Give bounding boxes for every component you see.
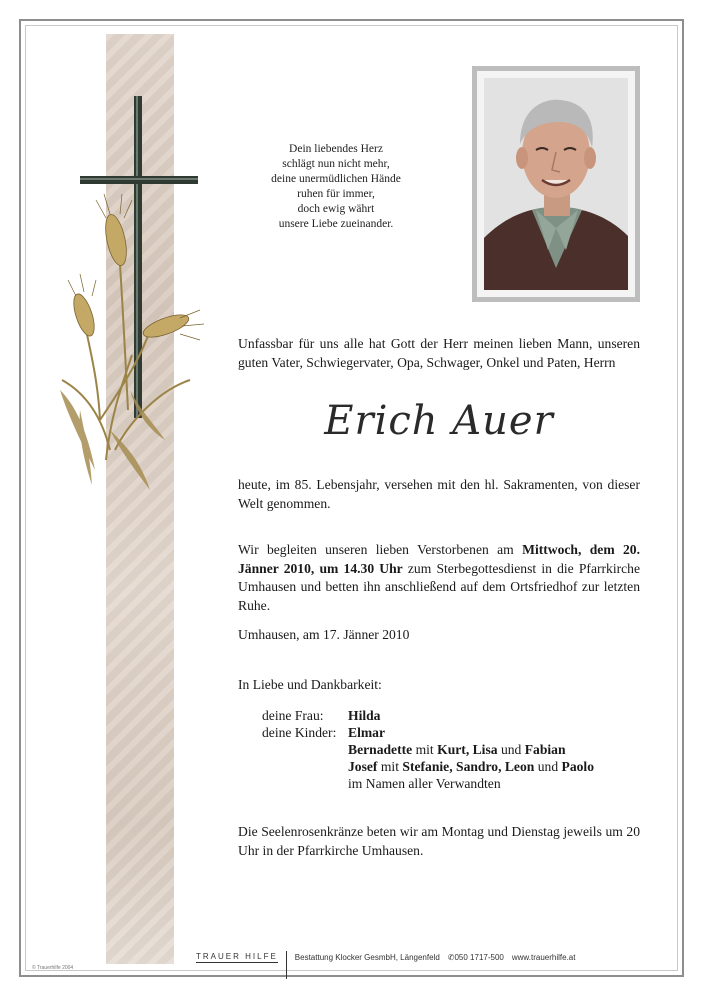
- connector: mit: [412, 742, 438, 757]
- funeral-text-start: Wir begleiten unseren lieben Verstorbenen am: [238, 542, 523, 557]
- funeral-text-end: zum Sterbegottesdienst in die Pfarrkirche Umhausen und betten ihn anschließend auf dem Ortsfriedhof zur letzten Ruhe.: [238, 560, 640, 613]
- poem-line: Dein liebendes Herz: [289, 143, 383, 155]
- child-name: Josef: [348, 759, 378, 774]
- poem-line: doch ewig währt: [297, 203, 375, 215]
- child-family-last: Paolo: [561, 759, 594, 774]
- wheat-ears: [70, 213, 192, 342]
- intro-paragraph: Unfassbar für uns alle hat Gott der Herr meinen lieben Mann, unseren guten Vater, Schwiegervater, Opa, Schwager, Onkel und Paten, Herrn: [238, 336, 640, 370]
- copyright-note: © Trauerhilfe 2004: [32, 965, 74, 971]
- family-row-child2: [262, 741, 594, 758]
- connector: und: [497, 742, 525, 757]
- footer-phone: ✆050 1717-500: [447, 952, 504, 962]
- wife-label: deine Frau:: [262, 708, 324, 723]
- poem-line: schlägt nun nicht mehr,: [282, 158, 390, 170]
- child-family: Kurt, Lisa: [437, 742, 498, 757]
- connector: mit: [377, 759, 403, 774]
- portrait-frame: [472, 66, 640, 302]
- child-name: Elmar: [348, 725, 385, 740]
- cross-and-wheat-icon: [40, 90, 220, 510]
- child-family-last: Fabian: [524, 742, 566, 757]
- funeral-paragraph: [238, 541, 640, 615]
- gratitude-line: In Liebe und Dankbarkeit:: [238, 677, 382, 692]
- poem-line: unsere Liebe zueinander.: [278, 218, 394, 230]
- poem: [236, 142, 436, 232]
- footer-website[interactable]: www.trauerhilfe.at: [511, 952, 576, 962]
- child-name: Bernadette: [348, 742, 413, 757]
- poem-line: ruhen für immer,: [297, 188, 375, 200]
- family-row-wife: [262, 707, 594, 724]
- family-row-child3: [262, 758, 594, 775]
- brand-logo: TRAUER HILFE: [196, 951, 278, 961]
- portrait-photo: [484, 78, 628, 290]
- family-row-children: [262, 724, 594, 741]
- place-date: Umhausen, am 17. Jänner 2010: [238, 627, 410, 642]
- family-list: [262, 707, 594, 792]
- family-row-relatives: [262, 775, 594, 792]
- rosary-paragraph: Die Seelenrosenkränze beten wir am Montag und Dienstag jeweils um 20 Uhr in der Pfarrkirche Umhausen.: [238, 824, 640, 858]
- child-family: Stefanie, Sandro, Leon: [402, 759, 535, 774]
- poem-line: deine unermüdlichen Hände: [271, 173, 401, 185]
- deceased-name: Erich Auer: [324, 398, 554, 444]
- footer-divider: [286, 951, 287, 979]
- children-label: deine Kinder:: [262, 725, 337, 740]
- funeral-date: Mittwoch, dem 20. Jänner 2010, um 14.30 Uhr: [238, 542, 640, 576]
- portrait-icon: [484, 78, 628, 290]
- death-paragraph: heute, im 85. Lebensjahr, versehen mit den hl. Sakramenten, von dieser Welt genommen.: [238, 477, 640, 511]
- wife-name: Hilda: [348, 708, 381, 723]
- footer-company: Bestattung Klocker GesmbH, Längenfeld: [294, 952, 440, 962]
- connector: und: [534, 759, 562, 774]
- footer: [196, 943, 575, 971]
- relatives-line: im Namen aller Verwandten: [348, 776, 501, 791]
